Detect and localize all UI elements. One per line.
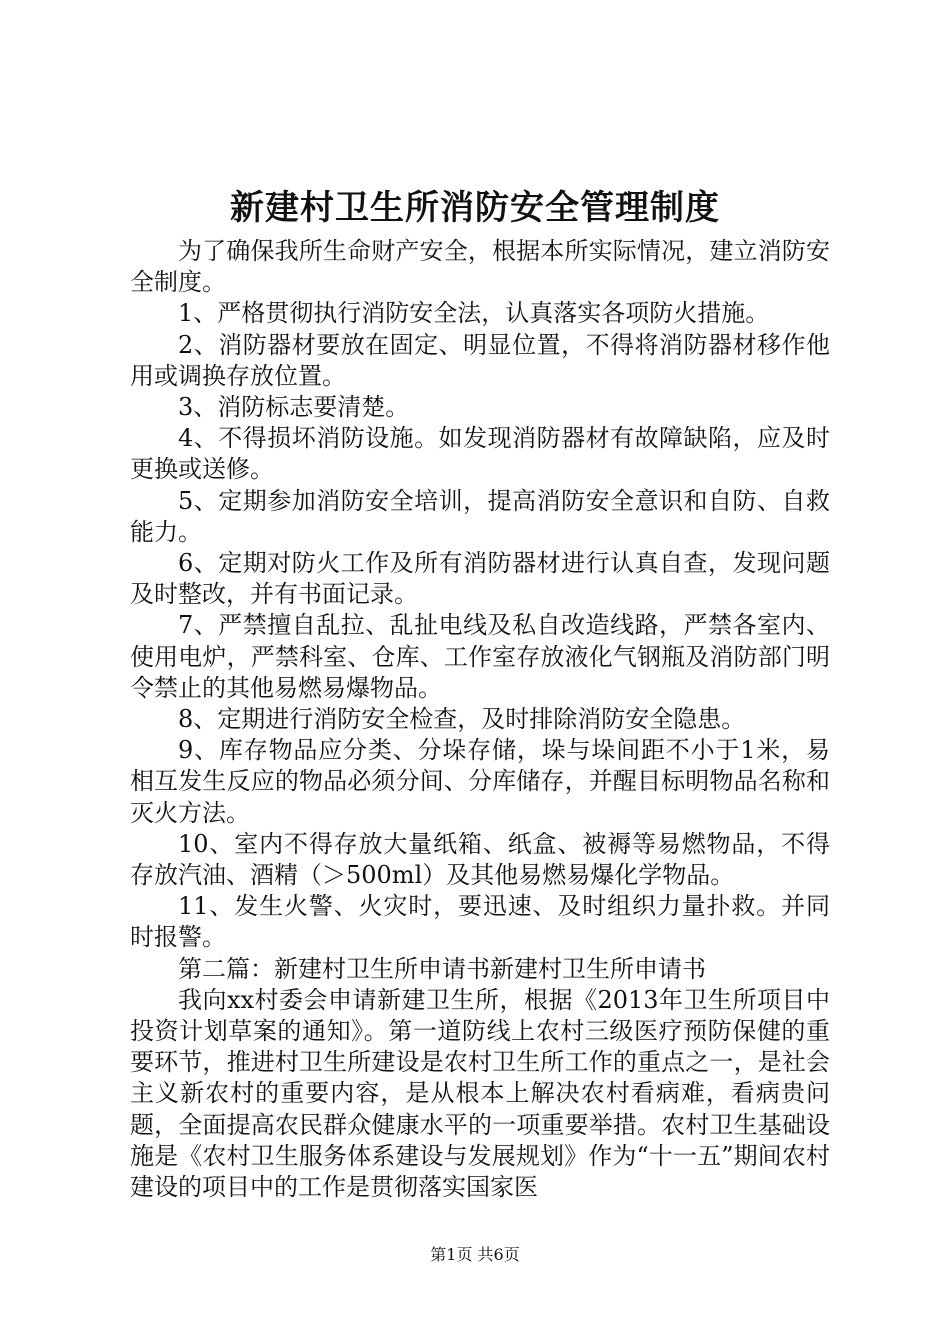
paragraph-rule-1: 1、严格贯彻执行消防安全法，认真落实各项防火措施。 [178,299,770,328]
paragraph-rule-6: 6、定期对防火工作及所有消防器材进行认真自查，发现问题及时整改，并有书面记录。 [130,549,830,609]
paragraph-rule-7: 7、严禁擅自乱拉、乱扯电线及私自改造线路，严禁各室内、使用电炉，严禁科室、仓库、工作室存放液化气钢瓶及消防部门明令禁止的其他易燃易爆物品。 [130,611,830,702]
paragraph-application: 我向xx村委会申请新建卫生所，根据《2013年卫生所项目中投资计划草案的通知》。第一道防线上农村三级医疗预防保健的重要环节，推进村卫生所建设是农村卫生所工作的重点之一，是社会主义新农村的重要内容，是从根本上解决农村看病难，看病贵问题，全面提高农民群众健康水平的一项重要举措。农村卫生基础设施是《农村卫生服务体系建设与发展规划》作为“十一五”期间农村建设的项目中的工作是贯彻落实国家医 [130,985,830,1202]
page-number-footer: 第1页 共6页 [430,1245,520,1264]
paragraph-rule-11: 11、发生火警、火灾时，要迅速、及时组织力量扑救。并同时报警。 [130,892,830,952]
document-body [130,236,830,1203]
paragraph-intro: 为了确保我所生命财产安全，根据本所实际情况，建立消防安全制度。 [130,237,830,297]
document-title: 新建村卫生所消防安全管理制度 [230,188,720,228]
paragraph-rule-9: 9、库存物品应分类、分垛存储，垛与垛间距不小于1米，易相互发生反应的物品必须分间、分库储存，并醒目标明物品名称和灭火方法。 [130,736,830,827]
paragraph-rule-8: 8、定期进行消防安全检查，及时排除消防安全隐患。 [178,705,746,734]
paragraph-rule-2: 2、消防器材要放在固定、明显位置，不得将消防器材移作他用或调换存放位置。 [130,330,830,390]
section-heading-part-two: 第二篇：新建村卫生所申请书新建村卫生所申请书 [178,954,706,983]
paragraph-rule-10: 10、室内不得存放大量纸箱、纸盒、被褥等易燃物品，不得存放汽油、酒精（＞500ml）及其他易燃易爆化学物品。 [130,829,830,890]
paragraph-rule-3: 3、消防标志要清楚。 [178,393,410,422]
paragraph-rule-4: 4、不得损坏消防设施。如发现消防器材有故障缺陷，应及时更换或送修。 [130,424,830,484]
paragraph-rule-5: 5、定期参加消防安全培训，提高消防安全意识和自防、自救能力。 [130,486,830,546]
